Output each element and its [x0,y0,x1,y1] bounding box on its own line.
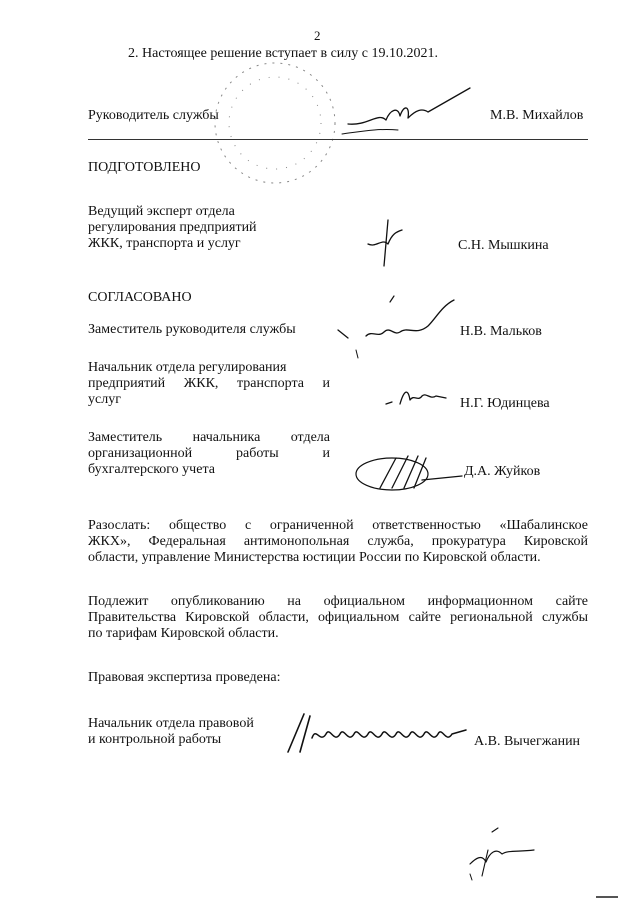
agreed-signer-2-position-line-3: услуг [88,392,121,407]
agreed-heading: СОГЛАСОВАНО [88,290,192,305]
agreed-signer-3-position-line-1: Заместитель начальника отдела [88,430,330,445]
page-edge-mark [596,896,618,898]
signature-divider [88,139,588,140]
distribution-line-2: ЖКХ», Федеральная антимонопольная служба, прокуратура Кировской [88,534,588,549]
official-stamp [210,58,340,188]
head-name: М.В. Михайлов [490,108,584,123]
prepared-name: С.Н. Мышкина [458,238,549,253]
prepared-signature [362,214,412,270]
agreed-signer-2-position-line-2: предприятий ЖКК, транспорта и [88,376,330,391]
legal-position-line-1: Начальник отдела правовой [88,716,254,731]
legal-name: А.В. Вычегжанин [474,734,581,749]
legal-signature [282,708,472,758]
agreed-signer-3-signature [352,448,470,496]
publication-line-2: Правительства Кировской области, официальном сайте региональной службы [88,610,588,625]
agreed-signer-1-signature [332,292,462,362]
agreed-signer-1-name: Н.В. Мальков [460,324,542,339]
head-position: Руководитель службы [88,108,219,123]
agreed-signer-1-position: Заместитель руководителя службы [88,322,296,337]
prepared-position-line-2: регулирования предприятий [88,220,257,235]
agreed-signer-2-signature [384,382,450,412]
head-signature [338,82,488,142]
prepared-position-line-3: ЖКК, транспорта и услуг [88,236,241,251]
agreed-signer-3-name: Д.А. Жуйков [464,464,541,479]
publication-line-1: Подлежит опубликованию на официальном информационном сайте [88,594,588,609]
distribution-line-3: области, управление Министерства юстиции России по Кировской области. [88,550,541,565]
publication-line-3: по тарифам Кировской области. [88,626,279,641]
agreed-signer-3-position-line-3: бухгалтерского учета [88,462,215,477]
clause-2-text: 2. Настоящее решение вступает в силу с 19.10.2021. [128,46,438,61]
prepared-position-line-1: Ведущий эксперт отдела [88,204,235,219]
page-number: 2 [314,28,321,43]
distribution-line-1: Разослать: общество с ограниченной ответственностью «Шабалинское [88,518,588,533]
legal-position-line-2: и контрольной работы [88,732,222,747]
agreed-signer-2-position-line-1: Начальник отдела регулирования [88,360,287,375]
agreed-signer-3-position-line-2: организационной работы и [88,446,330,461]
legal-review-text: Правовая экспертиза проведена: [88,670,281,685]
agreed-signer-2-name: Н.Г. Юдинцева [460,396,550,411]
visa-mark [462,824,542,884]
prepared-heading: ПОДГОТОВЛЕНО [88,160,201,175]
